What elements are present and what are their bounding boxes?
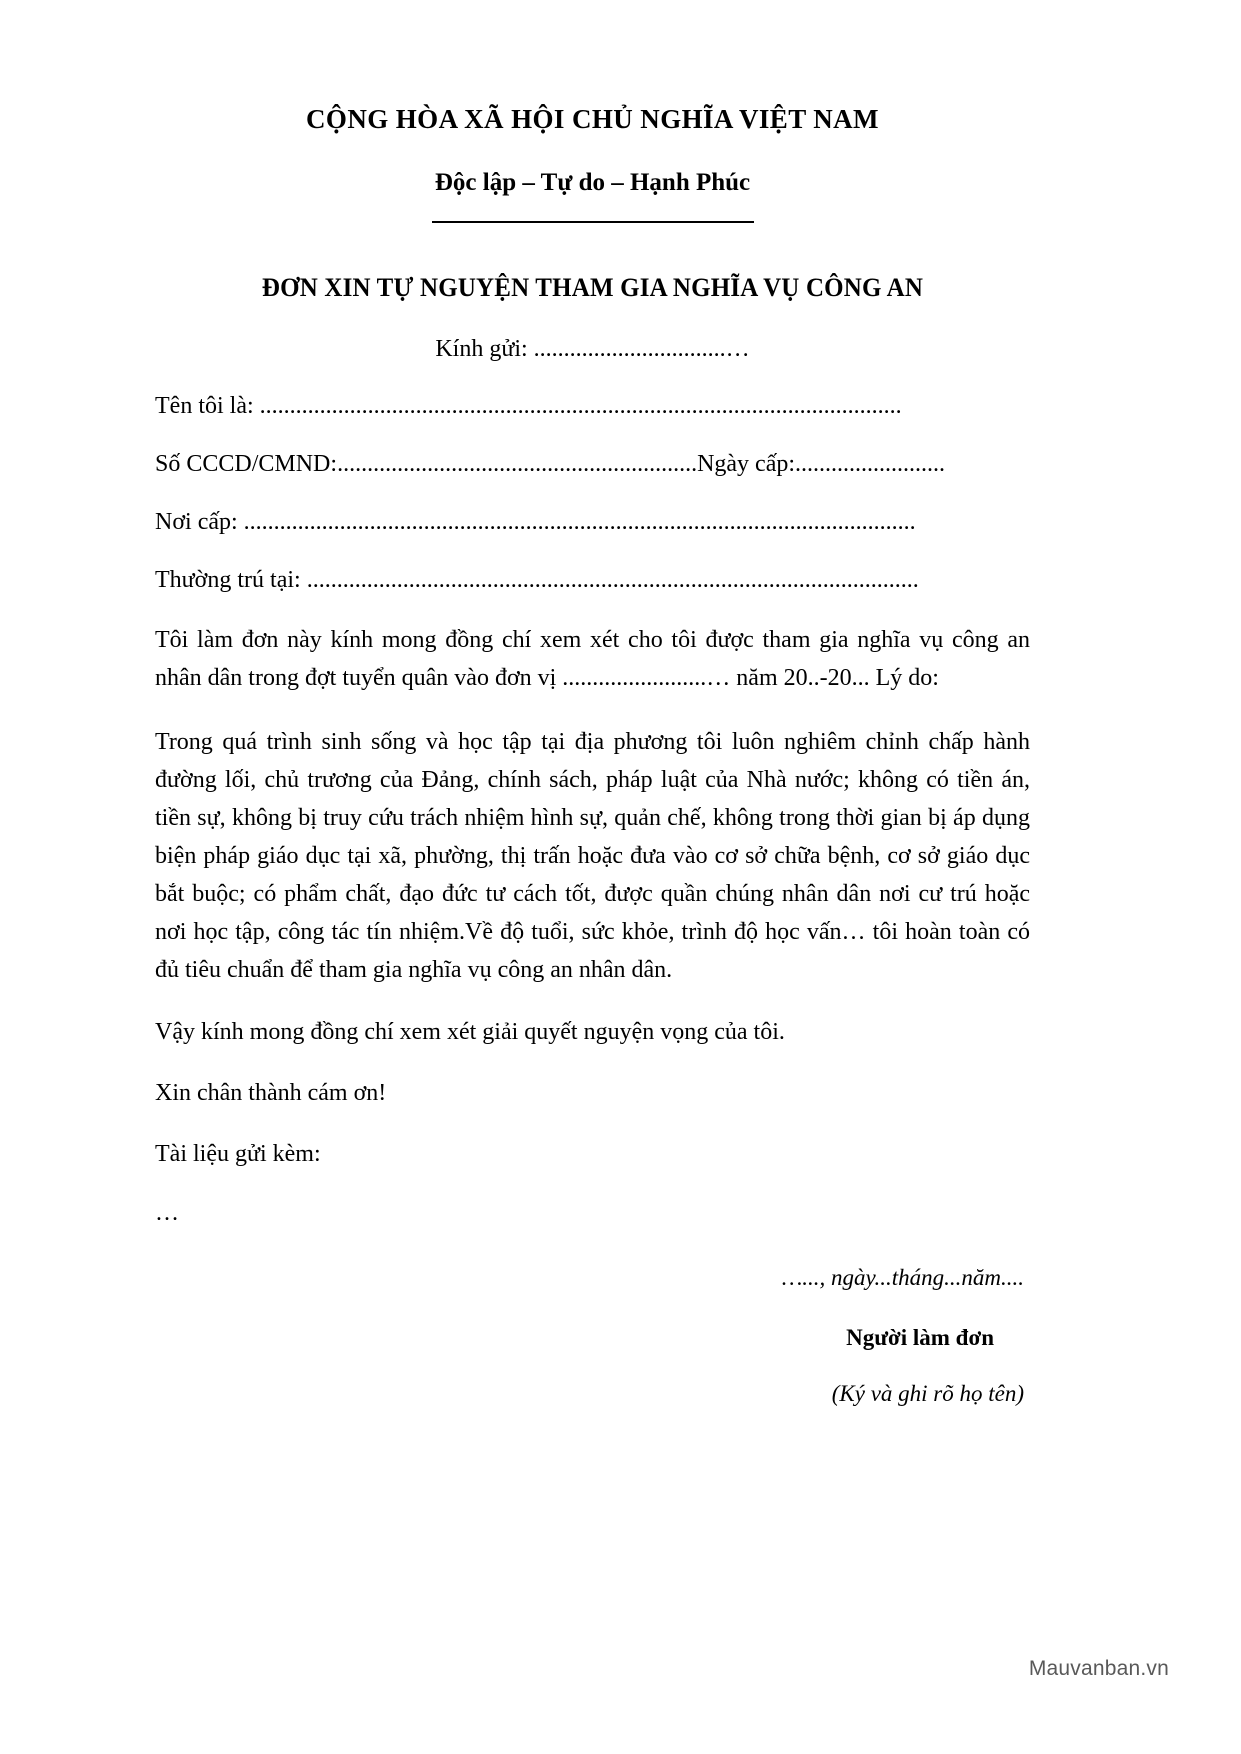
field-issue-place-value: ................................................................................................................ [237,508,916,535]
attachment-placeholder: … [155,1199,179,1226]
paragraph-attachments-label: Tài liệu gửi kèm: [155,1141,321,1168]
signature-date: …..., ngày...tháng...năm.... [781,1265,1024,1291]
nation-name: CỘNG HÒA XÃ HỘI CHỦ NGHĨA VIỆT NAM [306,104,879,134]
signature-role: Người làm đơn [846,1324,994,1350]
field-id-number [155,449,1030,480]
paragraph-closing-request: Vậy kính mong đồng chí xem xét giải quyết nguyện vọng của tôi. [155,1019,785,1046]
national-header [155,103,1030,230]
watermark: Mauvanban.vn [1028,1657,1169,1680]
national-motto: Độc lập – Tự do – Hạnh Phúc [434,169,751,197]
recipient-line: Kính gửi: ................................… [435,335,750,362]
field-name-value: ........................................................................................................... [253,392,902,419]
field-issue-place-label: Nơi cấp: [155,508,238,535]
field-id-number-value: ............................................................Ngày cấp:......................... [337,450,946,477]
header-divider-wrap [155,212,1030,230]
field-id-number-label: Số CCCD/CMND: [155,450,338,477]
signature-note: (Ký và ghi rõ họ tên) [831,1380,1024,1406]
paragraph-request: Tôi làm đơn này kính mong đồng chí xem xét cho tôi được tham gia nghĩa vụ công an nhân dân trong đợt tuyển quân vào đơn vị ........................… năm 20..-20... Lý do: [155,627,1030,692]
field-residence-value: ...................................................................................................... [300,567,919,594]
field-residence-label: Thường trú tại: [155,567,301,594]
field-name-label: Tên tôi là: [155,392,254,419]
field-name [155,391,1030,422]
paragraph-thanks: Xin chân thành cám ơn! [155,1080,387,1107]
document-content [155,0,1030,1409]
signature-block [155,1263,1030,1409]
field-issue-place [155,507,1030,538]
page-title: ĐƠN XIN TỰ NGUYỆN THAM GIA NGHĨA VỤ CÔNG AN [261,273,924,303]
paragraph-background: Trong quá trình sinh sống và học tập tại địa phương tôi luôn nghiêm chỉnh chấp hành đường lối, chủ trương của Đảng, chính sách, pháp luật của Nhà nước; không có tiền án, tiền sự, không bị truy cứu trách nhiệm hình sự, quản chế, không trong thời gian bị áp dụng biện pháp giáo dục tại xã, phường, thị trấn hoặc đưa vào cơ sở chữa bệnh, cơ sở giáo dục bắt buộc; có phẩm chất, đạo đức tư cách tốt, được quần chúng nhân dân nơi cư trú hoặc nơi học tập, công tác tín nhiệm.Về độ tuổi, sức khỏe, trình độ học vấn… tôi hoàn toàn có đủ tiêu chuẩn để tham gia nghĩa vụ công an nhân dân. [155,729,1030,983]
header-divider [432,221,754,223]
field-residence [155,565,1030,596]
